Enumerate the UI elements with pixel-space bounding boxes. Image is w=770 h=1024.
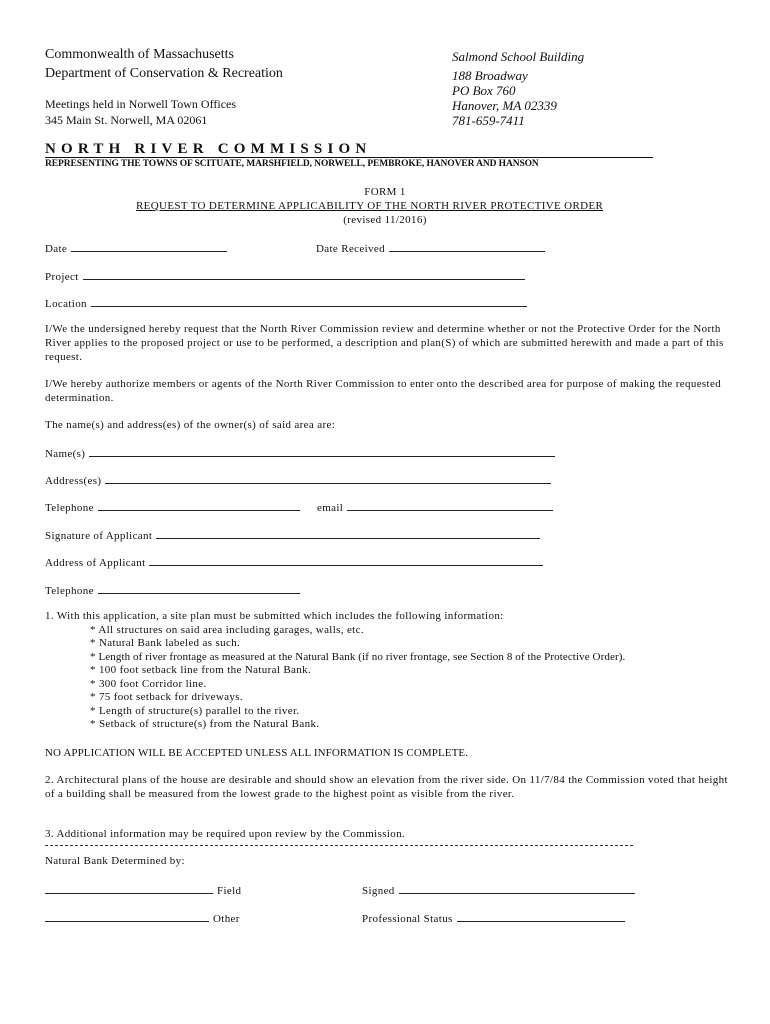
other-line[interactable] <box>45 910 209 922</box>
architectural-paragraph: 2. Architectural plans of the house are desirable and should show an elevation from the river side. On 11/7/84 the Commission voted that height of a building shall be measured from the lowest grade to the highest point as visible from the river. <box>45 774 728 800</box>
requirement-item: * 100 foot setback line from the Natural Bank. <box>90 664 312 676</box>
telephone-line[interactable] <box>98 499 300 511</box>
office-phone: 781-659-7411 <box>452 113 525 128</box>
addresses-line[interactable] <box>105 472 551 484</box>
email-line[interactable] <box>347 499 553 511</box>
owners-intro: The name(s) and address(es) of the owner(s) of said area are: <box>45 419 336 431</box>
office-street: 188 Broadway <box>452 68 528 83</box>
date-line[interactable] <box>71 240 227 252</box>
commission-title: NORTH RIVER COMMISSION <box>45 141 372 157</box>
location-field[interactable]: Location <box>45 295 527 311</box>
requirement-item: * 300 foot Corridor line. <box>90 678 207 690</box>
professional-status-line[interactable] <box>457 910 625 922</box>
requirement-item: * 75 foot setback for driveways. <box>90 691 243 703</box>
applicant-address-field[interactable]: Address of Applicant <box>45 554 543 570</box>
requirement-item: * Setback of structure(s) from the Natural Bank. <box>90 718 320 730</box>
names-line[interactable] <box>89 445 555 457</box>
applicant-address-line[interactable] <box>149 554 543 566</box>
date-received-line[interactable] <box>389 240 545 252</box>
additional-info-notice: 3. Additional information may be required upon review by the Commission. <box>45 828 406 840</box>
natural-bank-heading: Natural Bank Determined by: <box>45 855 185 867</box>
signature-field[interactable]: Signature of Applicant <box>45 527 540 543</box>
office-building: Salmond School Building <box>452 49 585 64</box>
meeting-address: 345 Main St. Norwell, MA 02061 <box>45 113 208 127</box>
names-field[interactable]: Name(s) <box>45 445 555 461</box>
meeting-location: Meetings held in Norwell Town Offices <box>45 97 237 111</box>
telephone-field[interactable]: Telephone <box>45 499 300 515</box>
request-paragraph: I/We the undersigned hereby request that the North River Commission review and determine whether or not the Protective Order for the North River applies to the proposed project or use to be performed, a description and plan(S) of which are submitted herewith and made a part of this request. <box>45 323 724 363</box>
location-line[interactable] <box>91 295 527 307</box>
form-number: FORM 1 <box>364 186 406 198</box>
signature-line[interactable] <box>156 527 540 539</box>
requirement-item: * Length of river frontage as measured at the Natural Bank (if no river frontage, see Section 8 of the Protective Order). <box>90 651 626 663</box>
form-title: REQUEST TO DETERMINE APPLICABILITY OF THE NORTH RIVER PROTECTIVE ORDER <box>136 200 604 212</box>
other-determination[interactable]: Other <box>45 910 240 926</box>
office-city: Hanover, MA 02339 <box>452 98 557 113</box>
agency-name: Commonwealth of Massachusetts <box>45 47 234 62</box>
requirement-item: * Natural Bank labeled as such. <box>90 637 241 649</box>
addresses-field[interactable]: Address(es) <box>45 472 551 488</box>
project-line[interactable] <box>83 268 525 280</box>
field-line[interactable] <box>45 882 213 894</box>
date-field[interactable]: Date <box>45 240 227 256</box>
commission-title-rule <box>45 140 653 158</box>
professional-status-field[interactable]: Professional Status <box>362 910 625 926</box>
office-use-separator <box>45 845 633 846</box>
project-field[interactable]: Project <box>45 268 525 284</box>
signed-line[interactable] <box>399 882 635 894</box>
completeness-notice: NO APPLICATION WILL BE ACCEPTED UNLESS ALL INFORMATION IS COMPLETE. <box>45 747 469 759</box>
email-field[interactable]: email <box>317 499 553 515</box>
commission-towns: REPRESENTING THE TOWNS OF SCITUATE, MARSHFIELD, NORWELL, PEMBROKE, HANOVER AND HANSON <box>45 159 539 169</box>
authorize-paragraph: I/We hereby authorize members or agents of the North River Commission to enter onto the described area for purpose of making the requested determination. <box>45 378 722 404</box>
requirement-item: * Length of structure(s) parallel to the river. <box>90 705 300 717</box>
site-plan-intro: 1. With this application, a site plan must be submitted which includes the following information: <box>45 610 504 622</box>
department-name: Department of Conservation & Recreation <box>45 66 283 81</box>
field-determination[interactable]: Field <box>45 882 241 898</box>
applicant-telephone-line[interactable] <box>98 582 300 594</box>
office-po-box: PO Box 760 <box>452 83 516 98</box>
applicant-telephone-field[interactable]: Telephone <box>45 582 300 598</box>
form-revised: (revised 11/2016) <box>343 214 427 226</box>
signed-field[interactable]: Signed <box>362 882 635 898</box>
requirement-item: * All structures on said area including garages, walls, etc. <box>90 624 364 636</box>
date-received-field[interactable]: Date Received <box>316 240 545 256</box>
